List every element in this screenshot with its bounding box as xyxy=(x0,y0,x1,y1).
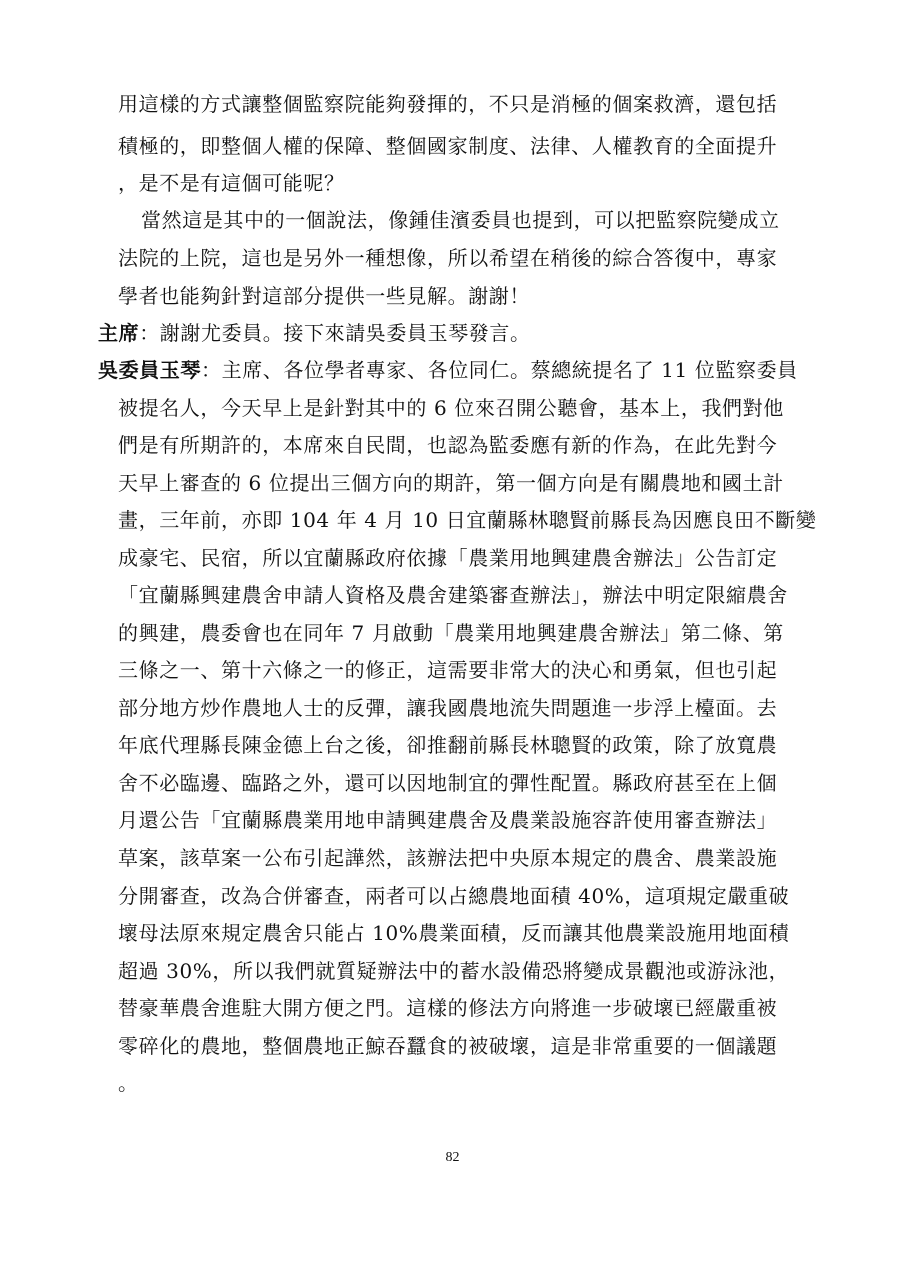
speech-text: ：主席、各位學者專家、各位同仁。蔡總統提名了 11 位監察委員 xyxy=(201,358,798,382)
speaker-line-chair xyxy=(98,321,531,345)
text-line: 替豪華農舍進駐大開方便之門。這樣的修法方向將進一步破壞已經嚴重被 xyxy=(118,996,778,1020)
text-line: 積極的，即整個人權的保障、整個國家制度、法律、人權教育的全面提升 xyxy=(118,134,778,158)
text-line: 年底代理縣長陳金德上台之後，卻推翻前縣長林聰賢的政策，除了放寬農 xyxy=(118,733,778,757)
text-line: 三條之一、第十六條之一的修正，這需要非常大的決心和勇氣，但也引起 xyxy=(118,658,778,682)
text-line: 月還公告「宜蘭縣農業用地申請興建農舍及農業設施容許使用審查辦法」 xyxy=(118,808,778,832)
text-line: 成豪宅、民宿，所以宜蘭縣政府依據「農業用地興建農舍辦法」公告訂定 xyxy=(118,546,778,570)
text-line: 法院的上院，這也是另外一種想像，所以希望在稍後的綜合答復中，專家 xyxy=(118,246,778,270)
text-line: ，是不是有這個可能呢？ xyxy=(118,171,345,195)
text-line: 當然這是其中的一個說法，像鍾佳濱委員也提到，可以把監察院變成立 xyxy=(141,208,780,232)
text-line: 的興建，農委會也在同年 7 月啟動「農業用地興建農舍辦法」第二條、第 xyxy=(118,621,784,645)
text-line: 。 xyxy=(118,1071,139,1095)
text-line: 舍不必臨邊、臨路之外，還可以因地制宜的彈性配置。縣政府甚至在上個 xyxy=(118,771,778,795)
text-line: 零碎化的農地，整個農地正鯨吞蠶食的被破壞，這是非常重要的一個議題 xyxy=(118,1034,778,1058)
speaker-name: 主席 xyxy=(98,321,140,345)
text-line: 分開審查，改為合併審查，兩者可以占總農地面積 40%，這項規定嚴重破 xyxy=(118,884,790,908)
speech-text: ：謝謝尤委員。接下來請吳委員玉琴發言。 xyxy=(139,321,531,345)
text-line: 用這樣的方式讓整個監察院能夠發揮的，不只是消極的個案救濟，還包括 xyxy=(118,92,778,116)
text-line: 畫，三年前，亦即 104 年 4 月 10 日宜蘭縣林聰賢前縣長為因應良田不斷變 xyxy=(118,508,817,532)
text-line: 部分地方炒作農地人士的反彈，讓我國農地流失問題進一步浮上檯面。去 xyxy=(118,696,778,720)
text-line: 「宜蘭縣興建農舍申請人資格及農舍建築審查辦法」，辦法中明定限縮農舍 xyxy=(118,583,788,607)
text-line: 們是有所期許的，本席來自民間，也認為監委應有新的作為，在此先對今 xyxy=(118,433,778,457)
text-line: 被提名人，今天早上是針對其中的 6 位來召開公聽會，基本上，我們對他 xyxy=(118,396,784,420)
text-line: 天早上審查的 6 位提出三個方向的期許，第一個方向是有關農地和國土計 xyxy=(118,471,784,495)
text-line: 超過 30%，所以我們就質疑辦法中的蓄水設備恐將變成景觀池或游泳池， xyxy=(118,959,790,983)
speaker-name: 吳委員玉琴 xyxy=(98,358,201,382)
text-line: 學者也能夠針對這部分提供一些見解。謝謝！ xyxy=(118,284,530,308)
speaker-line-member xyxy=(98,358,798,382)
text-line: 草案，該草案一公布引起譁然，該辦法把中央原本規定的農舍、農業設施 xyxy=(118,846,778,870)
page-number: 82 xyxy=(445,1150,460,1165)
text-line: 壞母法原來規定農舍只能占 10%農業面積，反而讓其他農業設施用地面積 xyxy=(118,921,790,945)
